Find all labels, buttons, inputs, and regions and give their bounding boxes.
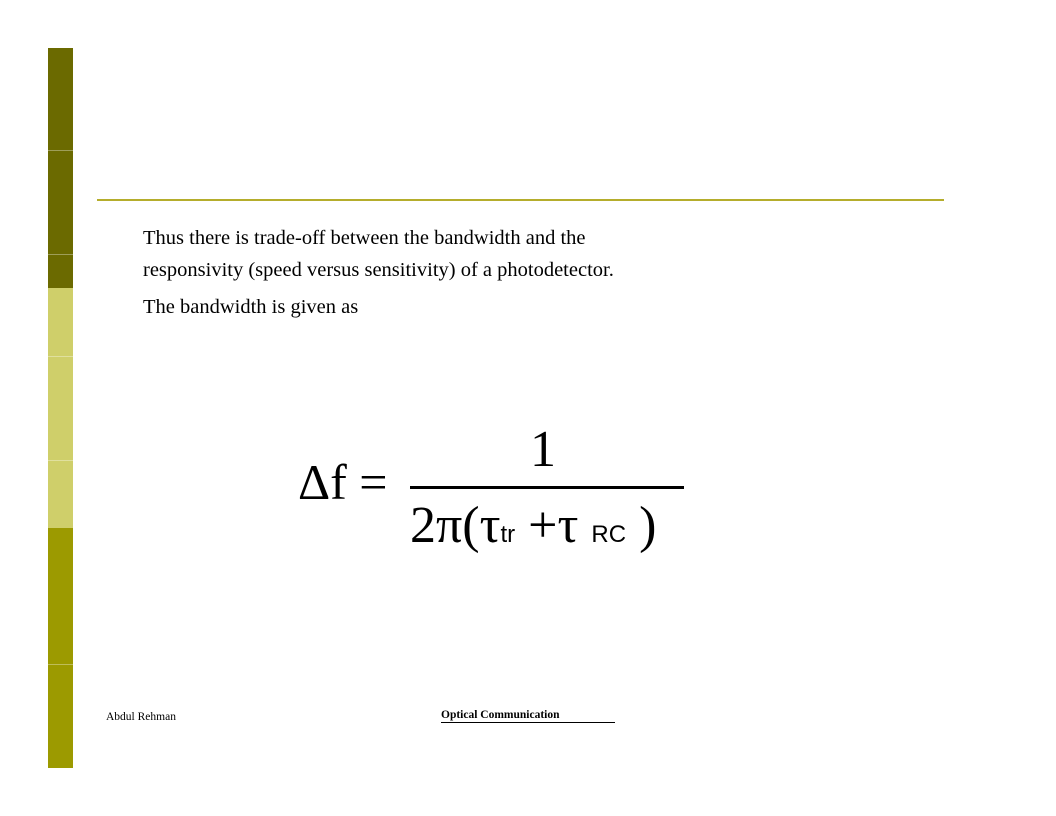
fraction-bar [410, 486, 684, 489]
formula-lhs: Δf = [298, 454, 388, 510]
den-subscript-rc: RC [591, 521, 627, 548]
sidebar-divider [48, 356, 73, 357]
den-subscript-tr: tr [500, 521, 516, 548]
den-tau-1: τ [479, 497, 501, 554]
formula-denominator [410, 496, 656, 560]
sidebar-block-mid [48, 528, 73, 768]
den-two-pi: 2π( [410, 497, 480, 554]
title-rule [97, 199, 944, 201]
footer-author: Abdul Rehman [106, 711, 176, 723]
formula-numerator: 1 [530, 421, 556, 478]
sidebar-divider [48, 664, 73, 665]
sidebar-divider [48, 150, 73, 151]
paragraph-line-2: responsivity (speed versus sensitivity) of a photodetector. [143, 259, 614, 281]
sidebar-block-dark [48, 48, 73, 288]
paragraph-2: The bandwidth is given as [143, 296, 359, 318]
sidebar-block-light [48, 288, 73, 528]
footer-course: Optical Communication [441, 709, 615, 723]
paragraph-line-1: Thus there is trade-off between the bandwidth and the [143, 227, 586, 249]
den-plus-tau: +τ [515, 497, 592, 554]
sidebar-divider [48, 460, 73, 461]
sidebar-divider [48, 254, 73, 255]
den-close-paren: ) [626, 497, 657, 554]
